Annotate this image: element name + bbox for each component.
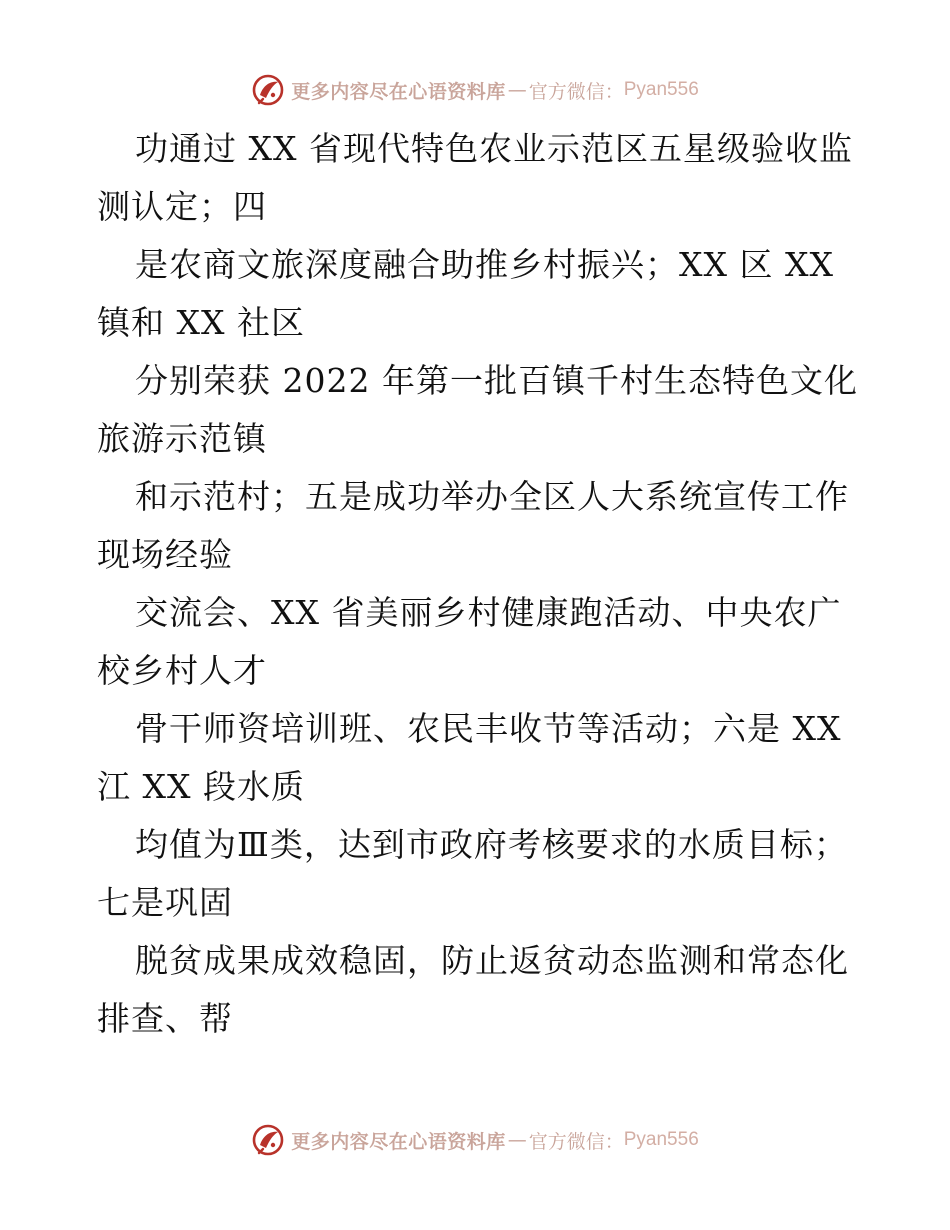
paragraph-line: 骨干师资培训班、农民丰收节等活动；六是 XX [135, 709, 842, 748]
paragraph-line: 脱贫成果成效稳固，防止返贫动态监测和常态化 [135, 941, 849, 980]
paragraph-line: 排查、帮 [97, 999, 233, 1038]
paragraph [97, 120, 857, 236]
paragraph-line: 均值为Ⅲ类，达到市政府考核要求的水质目标； [135, 825, 848, 864]
paragraph [97, 236, 857, 352]
footer-banner [0, 1120, 950, 1160]
paragraph-line: 交流会、XX 省美丽乡村健康跑活动、中央农广 [135, 593, 842, 632]
logo-icon [251, 73, 285, 107]
paragraph-line: 测认定；四 [97, 187, 267, 226]
paragraph [97, 700, 857, 816]
paragraph-line: 旅游示范镇 [97, 419, 267, 458]
header-banner-text [291, 77, 699, 104]
document-body [97, 120, 857, 1048]
footer-banner-separator: — [507, 1129, 527, 1151]
header-banner-label: 官方微信： [528, 80, 624, 103]
header-banner-separator: — [507, 79, 527, 101]
paragraph-line: 七是巩固 [97, 883, 233, 922]
header-banner-title: 更多内容尽在心语资料库 [291, 80, 506, 103]
paragraph [97, 932, 857, 1048]
footer-banner-title: 更多内容尽在心语资料库 [291, 1130, 506, 1153]
paragraph [97, 468, 857, 584]
header-banner [0, 70, 950, 110]
paragraph-line: 镇和 XX 社区 [97, 303, 305, 342]
logo-icon [251, 1123, 285, 1157]
paragraph-line: 是农商文旅深度融合助推乡村振兴；XX 区 XX [135, 245, 834, 284]
header-banner-wechat-id: Pyan556 [623, 79, 699, 100]
paragraph-line: 分别荣获 2022 年第一批百镇千村生态特色文化 [135, 361, 858, 400]
paragraph-line: 功通过 XX 省现代特色农业示范区五星级验收监 [135, 129, 853, 168]
paragraph-line: 现场经验 [97, 535, 233, 574]
paragraph [97, 816, 857, 932]
footer-banner-wechat-id: Pyan556 [623, 1129, 699, 1150]
paragraph [97, 584, 857, 700]
paragraph-line: 校乡村人才 [97, 651, 267, 690]
paragraph-line: 江 XX 段水质 [97, 767, 305, 806]
paragraph-line: 和示范村；五是成功举办全区人大系统宣传工作 [135, 477, 849, 516]
paragraph [97, 352, 857, 468]
footer-banner-text [291, 1127, 699, 1154]
footer-banner-label: 官方微信： [528, 1130, 624, 1153]
